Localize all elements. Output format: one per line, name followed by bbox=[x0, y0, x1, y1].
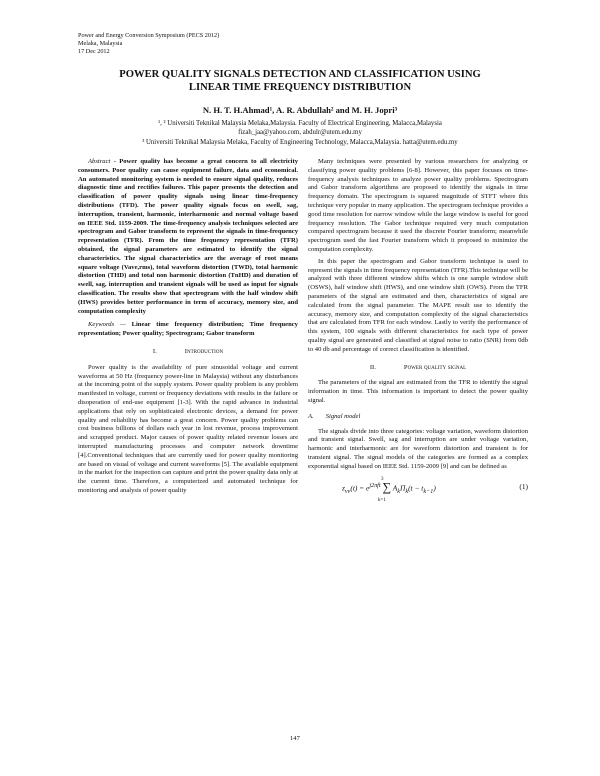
equation-number: (1) bbox=[519, 481, 528, 491]
authors: N. H. T. H.Ahmad¹, A. R. Abdullah² and M. H. Jopri³ bbox=[202, 105, 398, 115]
paragraph-techniques: Many techniques were presented by various researchers for analyzing or classifying power quality problems [6-8]. However, this paper focuses on time-frequency analysis techniques to analyze power quality problems. Spectrogram and Gabor transform algorithms are proposed to identify the signals in time frequency domain. The spectrogram is squared magnitude of STFT where this technique very popular in many application. The spectrogram technique provides a good time resolution for narrow window while the large window is useful for good frequency resolution. The Gabor technique required very much computation compared spectrogram because it used the discrete Fourier transform; meanwhile spectrogram used the fast Fourier transform which it proposed to minimize the computation complexity. bbox=[308, 158, 528, 253]
conference-date: 17 Dec 2012 bbox=[78, 48, 110, 56]
page-number: 147 bbox=[290, 735, 300, 742]
section-title: Power quality signal bbox=[403, 363, 467, 371]
section-number: I. bbox=[152, 347, 157, 355]
abstract-label: Abstract bbox=[88, 158, 111, 165]
conference-location: Melaka, Malaysia bbox=[78, 40, 123, 48]
subsection-title: Signal model bbox=[325, 412, 361, 420]
section-heading-power-quality-signal bbox=[308, 364, 528, 373]
conference-name: Power and Energy Conversion Symposium (PECS 2012) bbox=[78, 32, 220, 39]
section-number: II. bbox=[369, 363, 376, 371]
equation-expression: $z_{vv}(t) = e^{j2\pi ft}$ ∑ $A_k\Pi_k(t - t_{k-1})$ bbox=[342, 479, 436, 495]
paragraph-method: In this paper the spectrogram and Gabor transform technique is used to represent the signals in time frequency representation (TFR).This technique will be analyzed with three different window shifts which is one sample window shift (OSWS), half window shift (HWS), and one window shift (OWS). From the TFR parameters of the signal are estimated and then, characteristics of signal are calculated from the signal parameter. The MAPE result use to identify the accuracy, memory size, and computation complexity of the signal characteristics that are calculated from TFR for each window. Lastly to verify the performance of this system, 100 signals with different characteristics for each type of power quality signal are generated and classified at signal noise to ratio (SNR) from 0db to 40 db and percentage of correct classification is identified. bbox=[308, 257, 528, 353]
summation-lower-limit: k=1 bbox=[378, 497, 386, 503]
intro-paragraph: Power quality is the availability of pure sinusoidal voltage and current waveforms at 50 Hz (frequency power-line in Malaysia) without any disturbances at the incoming point of the supply system. Power quality problem is any problem manifested in voltage, current or frequency deviations with results in the failure or disoperation of end-use equipment [1-3]. With the rapid advance in industrial applications that rely on sophisticated electronic devices, a demand for power quality and reliability has become a great concern. Power quality problems can cost business billions of dollars each year in lost revenue, process improvement and scrapped product. Major causes of power quality related revenue losses are interrupted manufacturing processes and computer network downtime [4].Conventional techniques that are currently used for power quality monitoring are based on visual of voltage and current waveforms [5]. The available equipment in the market for the inspection can capture and print the power quality data only at the current time. Therefore, a computerized and automated technique for monitoring and analysis of power quality bbox=[78, 363, 298, 494]
title-line-1: POWER QUALITY SIGNALS DETECTION AND CLASSIFICATION USING bbox=[119, 69, 481, 80]
abstract-text: - Power quality has become a great concern to all electricity consumers. Poor quality can cause equipment failure, data and economical. An automated monitoring system is needed to ensure signal quality, reduces diagnostic time and rectifies failures. This paper presents the detection and classification of power quality signals using linear time-frequency distributions (TFD). The power quality signals focus on swell, sag, interruption, transient, harmonic, interharmonic and normal voltage based on IEEE Std. 1159-2009. The time-frequency analysis techniques selected are spectrogram and Gabor transform to represent the signals in time-frequency representation (TFR). From the time frequency representation (TFR) obtained, the signal parameters are estimated to identify the signal characteristics. The signal characteristics are the average of root means square voltage (Vave,rms), total waveform distortion (TWD), total harmonic distortion (THD) and total non harmonic distortion (TnHD) and duration of swell, sag, interruption and transient signals will be used as input for signals classification. The results show that spectrogram with the half window shift (HWS) provides better performance in term of accuracy, memory size, and computation complexity bbox=[78, 158, 298, 315]
keywords bbox=[78, 321, 298, 339]
affiliation-emails: fizah_jaa@yahoo.com, abdulr@utem.edu.my bbox=[238, 129, 362, 137]
paragraph-signal-model: The signals divide into three categories: voltage variation, waveform distortion and transient signal. Swell, sag and interruption are under voltage variation, harmonic and interharmonic are for waveform distortion and transient is for transient signal. The signal models of the categories are formed as a complex exponential signal based on IEEE Std. 1159-2009 [9] and can be defined as bbox=[308, 427, 528, 470]
right-column bbox=[308, 158, 528, 504]
section-heading-introduction bbox=[78, 348, 298, 357]
affiliations bbox=[60, 119, 540, 147]
subsection-number: A. bbox=[308, 412, 314, 420]
subsection-heading-signal-model bbox=[308, 413, 528, 422]
keywords-text: Linear time frequency distribution; Time frequency representation; Power quality; Spectrogram; Gabor transform bbox=[78, 321, 298, 338]
keywords-label: Keywords — bbox=[88, 321, 126, 329]
section-title: Introduction bbox=[184, 347, 224, 355]
summation-upper-limit: 3 bbox=[381, 476, 384, 482]
conference-header bbox=[78, 32, 219, 57]
left-column bbox=[78, 158, 298, 499]
title-line-2: LINEAR TIME FREQUENCY DISTRIBUTION bbox=[188, 82, 412, 93]
affiliation-1: ¹, ² Universiti Teknikal Malaysia Melaka,Malaysia. Faculty of Electrical Engineering, Malacca,Malaysia bbox=[158, 120, 442, 127]
affiliation-2: ³ Universiti Teknikal Malaysia Melaka, Faculty of Engineering Technology, Malacca,Malaysia. hatta@utem.edu.my bbox=[142, 138, 458, 146]
paper-title bbox=[70, 68, 530, 94]
abstract bbox=[78, 158, 298, 316]
equation-1 bbox=[308, 476, 528, 504]
summation-symbol: ∑ bbox=[382, 479, 392, 494]
paragraph-parameters: The parameters of the signal are estimated from the TFR to identify the signal information in time. This information is important to detect the power quality signal. bbox=[308, 379, 528, 404]
